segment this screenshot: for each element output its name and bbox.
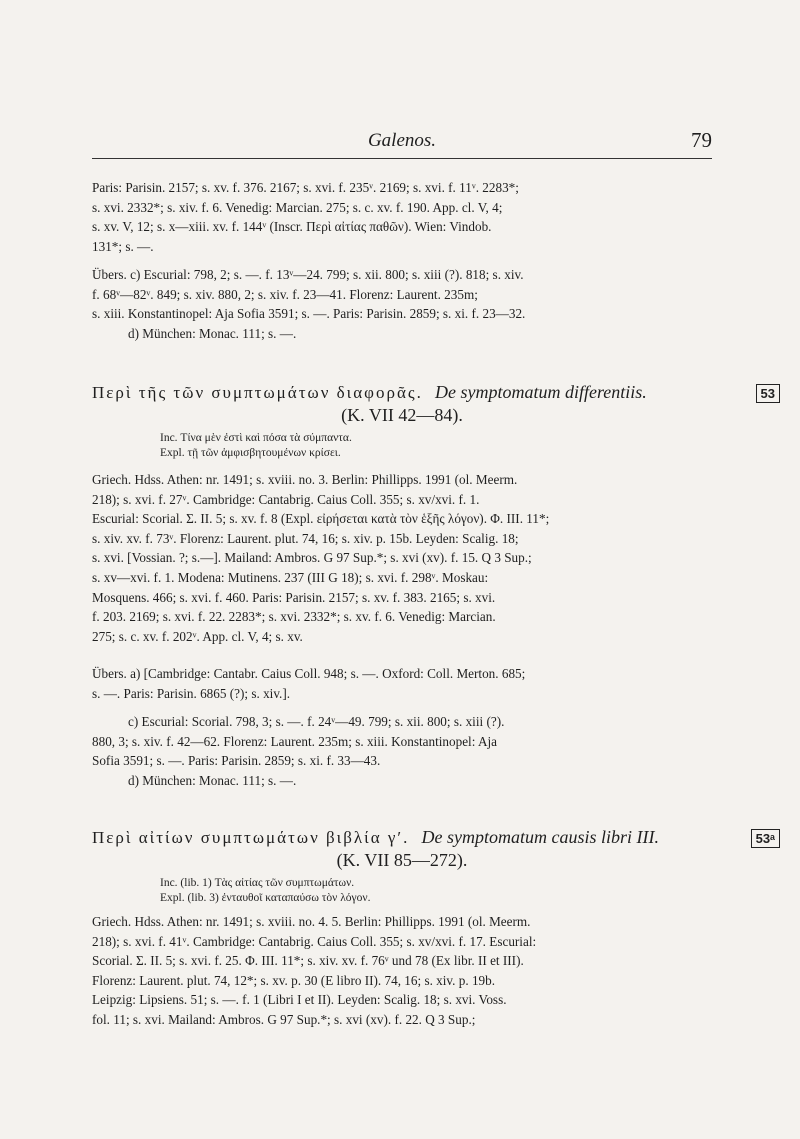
section1-incipit: Inc. Τίνα μὲν ἐστὶ καὶ πόσα τὰ σύμπαντα. bbox=[160, 432, 352, 444]
text-line: d) München: Monac. 111; s. —. bbox=[128, 772, 297, 788]
paragraph-block6 bbox=[92, 912, 712, 1030]
section2-greek-title: Περὶ αἰτίων συμπτωμάτων βιβλία γ′. bbox=[92, 828, 410, 847]
section2-heading bbox=[92, 827, 712, 848]
section2-ref: (K. VII 85—272). bbox=[336, 850, 468, 870]
text-line: Paris: Parisin. 2157; s. xv. f. 376. 2167; s. xvi. f. 235ᵛ. 2169; s. xvi. f. 11ᵛ. 2283*; bbox=[92, 180, 519, 195]
text-line: Escurial: Scorial. Σ. II. 5; s. xv. f. 8 (Expl. εἰρήσεται κατὰ τὸν ἑξῆς λόγον). Φ. III. 11*; bbox=[92, 511, 550, 527]
section1-margin-number: 53 bbox=[756, 384, 780, 403]
running-title: Galenos. bbox=[367, 130, 437, 151]
paragraph-block1 bbox=[92, 178, 712, 256]
section2-incipit: Inc. (lib. 1) Τὰς αἰτίας τῶν συμπτωμάτων. bbox=[160, 877, 355, 889]
paragraph-block2 bbox=[92, 265, 712, 343]
section2-explicit: Expl. (lib. 3) ἐνταυθοῖ καταπαύσω τὸν λόγον. bbox=[160, 892, 371, 904]
section2-margin-number: 53ᵃ bbox=[751, 829, 780, 848]
section2-incipit-explicit bbox=[160, 876, 370, 906]
paragraph-block5 bbox=[92, 712, 712, 790]
paragraph-block3 bbox=[92, 470, 712, 646]
section1-heading bbox=[92, 382, 712, 403]
text-line: Florenz: Laurent. plut. 74, 12*; s. xv. p. 30 (E libro II). 74, 16; s. xiv. p. 19b. bbox=[92, 972, 496, 988]
text-line: f. 68ᵛ—82ᵛ. 849; s. xiv. 880, 2; s. xiv. f. 23—41. Florenz: Laurent. 235m; bbox=[92, 286, 478, 302]
section1-incipit-explicit bbox=[160, 431, 352, 461]
text-line: d) München: Monac. 111; s. —. bbox=[128, 325, 297, 341]
text-line: 218); s. xvi. f. 41ᵛ. Cambridge: Cantabrig. Caius Coll. 355; s. xv/xvi. f. 17. Escurial: bbox=[92, 933, 537, 949]
text-line: Übers. c) Escurial: 798, 2; s. —. f. 13ᵛ—24. 799; s. xii. 800; s. xiii (?). 818; s. xiv. bbox=[92, 267, 524, 282]
text-line: fol. 11; s. xvi. Mailand: Ambros. G 97 Sup.*; s. xvi (xv). f. 22. Q 3 Sup.; bbox=[92, 1011, 476, 1027]
paragraph-block4 bbox=[92, 664, 712, 703]
text-line: s. xv. V, 12; s. x—xiii. xv. f. 144ᵛ (Inscr. Περὶ αἰτίας παθῶν). Wien: Vindob. bbox=[92, 219, 492, 235]
section1-explicit: Expl. τῇ τῶν ἀμφισβητουμένων κρίσει. bbox=[160, 447, 341, 459]
text-line: s. xv—xvi. f. 1. Modena: Mutinens. 237 (III G 18); s. xvi. f. 298ᵛ. Moskau: bbox=[92, 569, 489, 585]
text-line: f. 203. 2169; s. xvi. f. 22. 2283*; s. xvi. 2332*; s. xv. f. 6. Venedig: Marcian. bbox=[92, 609, 496, 625]
running-head bbox=[92, 130, 712, 154]
text-line: 880, 3; s. xiv. f. 42—62. Florenz: Laurent. 235m; s. xiii. Konstantinopel: Aja bbox=[92, 733, 497, 749]
text-line: Scorial. Σ. II. 5; s. xvi. f. 25. Φ. III. 11*; s. xiv. xv. f. 76ᵛ und 78 (Ex libr. II et III). bbox=[92, 953, 524, 969]
text-line: Leipzig: Lipsiens. 51; s. —. f. 1 (Libri I et II). Leyden: Scalig. 18; s. xvi. Voss. bbox=[92, 992, 507, 1008]
section1-greek-title: Περὶ τῆς τῶν συμπτωμάτων διαφορᾶς. bbox=[92, 383, 423, 402]
section2-latin-title: De symptomatum causis libri III. bbox=[421, 827, 659, 847]
text-line: 131*; s. —. bbox=[92, 238, 154, 254]
text-line: s. xvi. [Vossian. ?; s.—]. Mailand: Ambros. G 97 Sup.*; s. xvi (xv). f. 15. Q 3 Sup.; bbox=[92, 550, 532, 566]
page-number: 79 bbox=[691, 128, 712, 152]
text-line: Griech. Hdss. Athen: nr. 1491; s. xviii. no. 3. Berlin: Phillipps. 1991 (ol. Meerm. bbox=[92, 472, 518, 487]
text-line: Sofia 3591; s. —. Paris: Parisin. 2859; s. xi. f. 33—43. bbox=[92, 753, 381, 769]
text-line: s. —. Paris: Parisin. 6865 (?); s. xiv.]. bbox=[92, 685, 291, 701]
text-line: 218); s. xvi. f. 27ᵛ. Cambridge: Cantabrig. Caius Coll. 355; s. xv/xvi. f. 1. bbox=[92, 491, 480, 507]
text-line: Mosquens. 466; s. xvi. f. 460. Paris: Parisin. 2157; s. xv. f. 383. 2165; s. xvi. bbox=[92, 589, 496, 605]
text-line: s. xiii. Konstantinopel: Aja Sofia 3591; s. —. Paris: Parisin. 2859; s. xi. f. 23—32. bbox=[92, 306, 526, 322]
text-line: s. xiv. xv. f. 73ᵛ. Florenz: Laurent. plut. 74, 16; s. xiv. p. 15b. Leyden: Scalig. 18; bbox=[92, 530, 519, 546]
section1-ref: (K. VII 42—84). bbox=[341, 405, 463, 425]
text-line: Übers. a) [Cambridge: Cantabr. Caius Coll. 948; s. —. Oxford: Coll. Merton. 685; bbox=[92, 666, 526, 681]
text-line: c) Escurial: Scorial. 798, 3; s. —. f. 24ᵛ—49. 799; s. xii. 800; s. xiii (?). bbox=[128, 714, 505, 729]
text-line: s. xvi. 2332*; s. xiv. f. 6. Venedig: Marcian. 275; s. c. xv. f. 190. App. cl. V, 4; bbox=[92, 199, 503, 215]
header-rule bbox=[92, 158, 712, 159]
text-line: 275; s. c. xv. f. 202ᵛ. App. cl. V, 4; s. xv. bbox=[92, 628, 303, 644]
section1-latin-title: De symptomatum differentiis. bbox=[434, 382, 647, 402]
text-line: Griech. Hdss. Athen: nr. 1491; s. xviii. no. 4. 5. Berlin: Phillipps. 1991 (ol. Meerm. bbox=[92, 914, 531, 929]
